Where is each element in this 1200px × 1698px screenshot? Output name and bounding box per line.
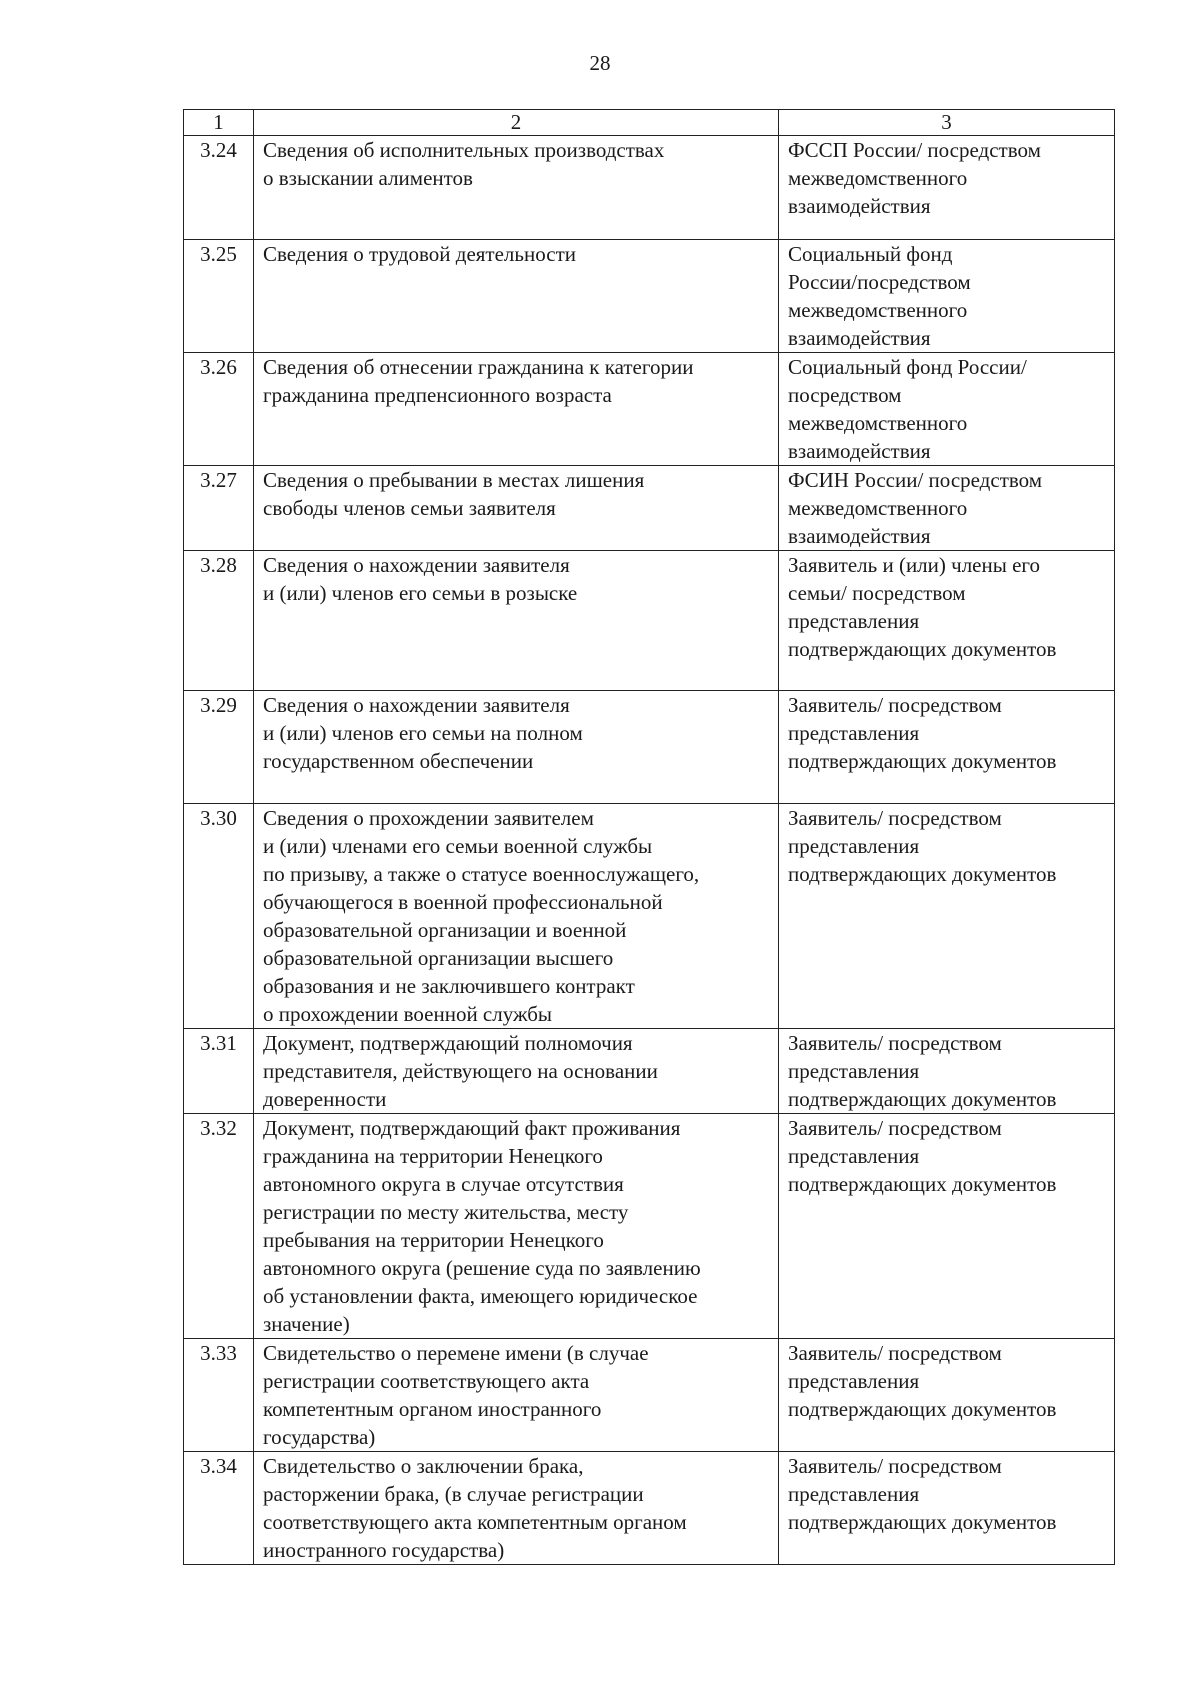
row-number: 3.30 — [184, 804, 254, 1029]
document-name-cell: Документ, подтверждающий факт проживания гражданина на территории Ненецкого автономного округа в случае отсутствия регистрации по месту жительства, месту пребывания на территории Ненецкого автономного округа (решение суда по заявлению об установлении факта, имеющего юридическое значение) — [254, 1114, 779, 1339]
table-row — [184, 691, 1115, 804]
column-header-number: 1 — [184, 110, 254, 136]
document-name-cell: Сведения об исполнительных производствах о взыскании алиментов — [254, 136, 779, 240]
document-name-cell: Сведения о нахождении заявителя и (или) членов его семьи на полном государственном обеспечении — [254, 691, 779, 804]
row-number: 3.27 — [184, 466, 254, 551]
source-cell: Заявитель/ посредством представления подтверждающих документов — [779, 1029, 1115, 1114]
column-header-document: 2 — [254, 110, 779, 136]
source-cell: Заявитель/ посредством представления подтверждающих документов — [779, 1114, 1115, 1339]
source-cell: Заявитель/ посредством представления подтверждающих документов — [779, 804, 1115, 1029]
page-number: 28 — [589, 51, 611, 75]
table-header-row — [184, 110, 1115, 136]
table-row — [184, 1452, 1115, 1565]
document-name-cell: Свидетельство о заключении брака, расторжении брака, (в случае регистрации соответствующего акта компетентным органом иностранного государства) — [254, 1452, 779, 1565]
column-header-source: 3 — [779, 110, 1115, 136]
source-cell: Социальный фонд России/посредством межведомственного взаимодействия — [779, 240, 1115, 353]
table-row — [184, 1114, 1115, 1339]
source-cell: Социальный фонд России/ посредством межведомственного взаимодействия — [779, 353, 1115, 466]
row-number: 3.29 — [184, 691, 254, 804]
row-number: 3.24 — [184, 136, 254, 240]
source-cell: ФССП России/ посредством межведомственного взаимодействия — [779, 136, 1115, 240]
row-number: 3.25 — [184, 240, 254, 353]
documents-table — [183, 109, 1115, 1565]
row-number: 3.28 — [184, 551, 254, 691]
document-name-cell: Сведения о трудовой деятельности — [254, 240, 779, 353]
source-cell: Заявитель/ посредством представления подтверждающих документов — [779, 691, 1115, 804]
table-row — [184, 1029, 1115, 1114]
table-row — [184, 466, 1115, 551]
document-name-cell: Сведения о прохождении заявителем и (или) членами его семьи военной службы по призыву, а также о статусе военнослужащего, обучающегося в военной профессиональной образовательной организации и военной образовательной организации высшего образования и не заключившего контракт о прохождении военной службы — [254, 804, 779, 1029]
document-name-cell: Сведения о нахождении заявителя и (или) членов его семьи в розыске — [254, 551, 779, 691]
row-number: 3.33 — [184, 1339, 254, 1452]
table-row — [184, 353, 1115, 466]
source-cell: ФСИН России/ посредством межведомственного взаимодействия — [779, 466, 1115, 551]
row-number: 3.31 — [184, 1029, 254, 1114]
source-cell: Заявитель и (или) члены его семьи/ посредством представления подтверждающих документов — [779, 551, 1115, 691]
source-cell: Заявитель/ посредством представления подтверждающих документов — [779, 1339, 1115, 1452]
document-name-cell: Документ, подтверждающий полномочия представителя, действующего на основании доверенности — [254, 1029, 779, 1114]
document-name-cell: Свидетельство о перемене имени (в случае регистрации соответствующего акта компетентным органом иностранного государства) — [254, 1339, 779, 1452]
table-row — [184, 804, 1115, 1029]
table-row — [184, 240, 1115, 353]
document-name-cell: Сведения о пребывании в местах лишения свободы членов семьи заявителя — [254, 466, 779, 551]
document-name-cell: Сведения об отнесении гражданина к категории гражданина предпенсионного возраста — [254, 353, 779, 466]
table-row — [184, 136, 1115, 240]
row-number: 3.34 — [184, 1452, 254, 1565]
table-row — [184, 551, 1115, 691]
source-cell: Заявитель/ посредством представления подтверждающих документов — [779, 1452, 1115, 1565]
table-row — [184, 1339, 1115, 1452]
row-number: 3.32 — [184, 1114, 254, 1339]
row-number: 3.26 — [184, 353, 254, 466]
